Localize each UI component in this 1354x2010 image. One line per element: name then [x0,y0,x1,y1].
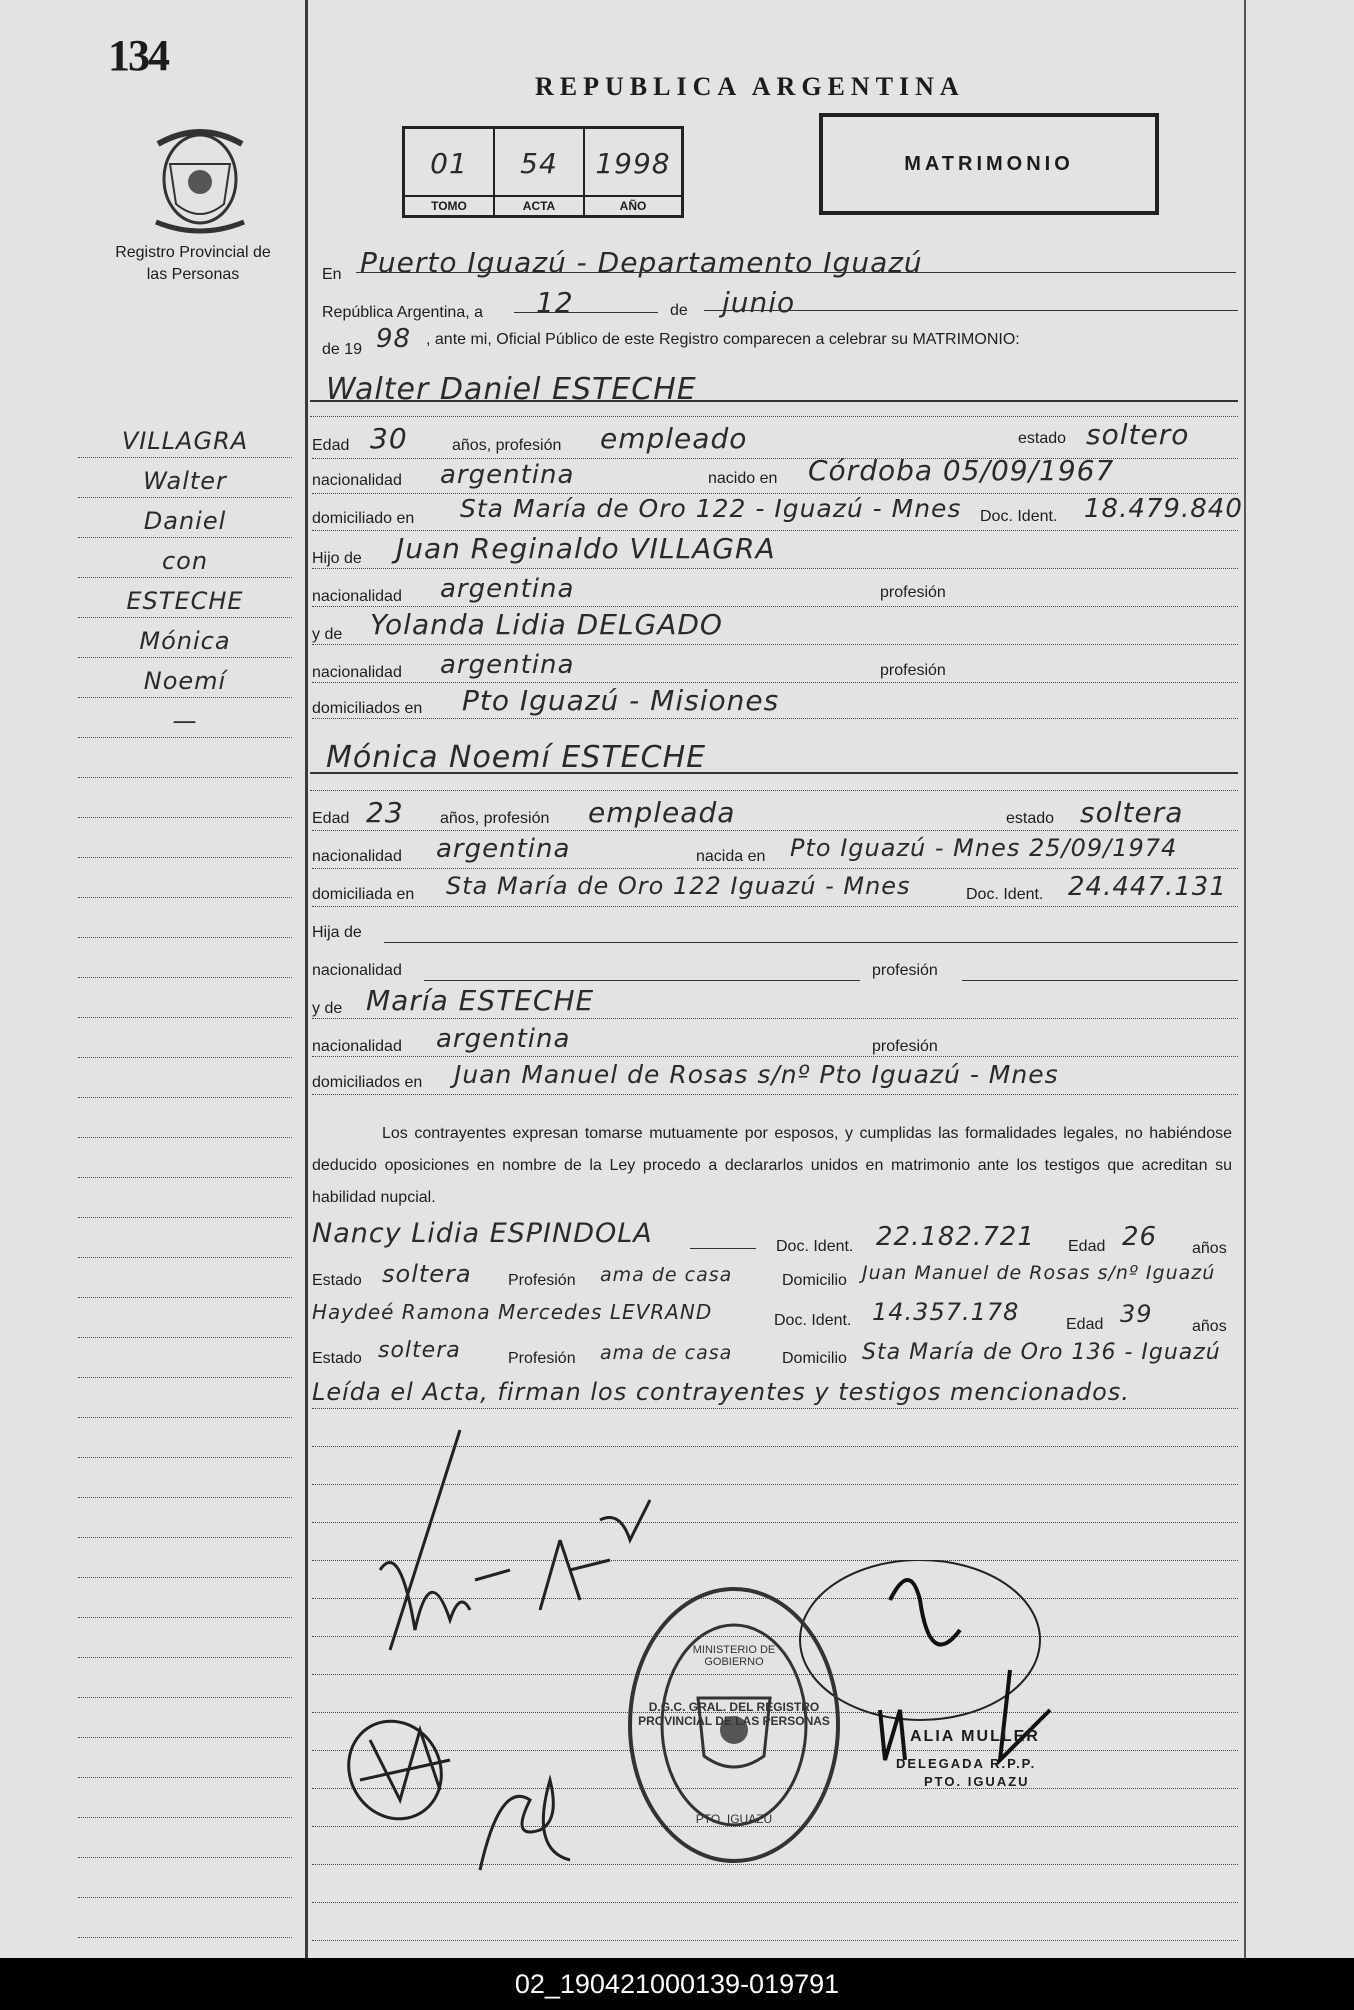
month-value: junio [722,286,796,319]
groom-doc: 18.479.840 [1084,494,1243,524]
registry-name: Registro Provincial de las Personas [115,244,271,283]
left-margin-column [0,0,308,1958]
registry-seal-icon [150,124,250,234]
bride-address: Sta María de Oro 122 Iguazú - Mnes [446,872,911,900]
bride-mother-nationality: argentina [436,1024,571,1054]
bride-hija-label: Hija de [312,924,362,941]
year-suffix: 98 [376,324,412,354]
page-edge [1244,0,1246,1958]
witness2-doc-label: Doc. Ident. [774,1312,852,1329]
witness1-anos-label: años [1192,1240,1227,1257]
margin-note-line: Daniel [143,507,227,535]
page-number: 134 [108,31,168,80]
groom-father-prof-label: profesión [880,584,946,601]
scan-identifier: 02_190421000139-019791 [0,1958,1354,2010]
groom-father-nationality: argentina [440,574,575,604]
year-prefix: de 19 [322,341,363,358]
act-type-box: MATRIMONIO [819,113,1159,215]
bride-parents-address: Juan Manuel de Rosas s/nº Pto Iguazú - Mnes [454,1060,1059,1089]
groom-mother-nac-label: nacionalidad [312,664,402,681]
groom-father-nac-label: nacionalidad [312,588,402,605]
groom-mother: Yolanda Lidia DELGADO [370,608,723,641]
witness2-doc: 14.357.178 [872,1298,1020,1326]
ano-label: AÑO [585,195,681,213]
signature-witness1 [340,1700,470,1830]
groom-nacionalidad-label: nacionalidad [312,472,402,489]
bride-edad-label: Edad [312,810,350,827]
groom-edad-label: Edad [312,437,350,454]
bride-doc-label: Doc. Ident. [966,886,1044,903]
groom-nacido-label: nacido en [708,470,778,487]
appearance-statement: , ante mi, Oficial Público de este Registro comparecen a celebrar su MATRIMONIO: [426,331,1020,348]
witness2-status: soltera [378,1338,461,1363]
groom-profesion-label: años, profesión [452,437,562,454]
stamp-city-text: PTO. IGUAZU [695,1812,773,1826]
de-label: de [670,302,688,319]
groom-mother-nationality: argentina [440,650,575,680]
bride-nacida-label: nacida en [696,848,766,865]
closing-text: Leída el Acta, firman los contrayentes y testigos mencionados. [312,1378,1130,1406]
margin-note-line: con [161,547,209,575]
groom-domicilio-label: domiciliado en [312,510,415,527]
acta-value: 54 [520,147,558,180]
margin-note-line: Noemí [143,667,227,695]
bride-nacionalidad-label: nacionalidad [312,848,402,865]
bride-mother: María ESTECHE [366,984,595,1017]
place-value: Puerto Iguazú - Departamento Iguazú [360,246,923,279]
witness1-status: soltera [382,1260,472,1288]
witness1-doc: 22.182.721 [876,1222,1035,1252]
groom-name: Walter Daniel ESTECHE [326,372,697,407]
bride-birth: Pto Iguazú - Mnes 25/09/1974 [790,834,1178,862]
country-heading: REPUBLICA ARGENTINA [535,72,965,101]
witness1-name: Nancy Lidia ESPINDOLA [312,1218,653,1249]
margin-note-line: ESTECHE [126,587,244,615]
groom-address: Sta María de Oro 122 - Iguazú - Mnes [460,494,962,523]
bride-father-prof-label: profesión [872,962,938,979]
stamp-inner-text: MINISTERIO DE GOBIERNO [692,1644,776,1668]
bride-nationality: argentina [436,834,571,864]
margin-note-line: Mónica [139,627,231,655]
officer-role: DELEGADA R.P.P. [896,1756,1037,1771]
groom-doc-label: Doc. Ident. [980,508,1058,525]
officer-place: PTO. IGUAZU [924,1774,1030,1789]
witness1-domicilio-label: Domicilio [782,1272,847,1289]
groom-father: Juan Reginaldo VILLAGRA [396,532,776,565]
witness1-prof-label: Profesión [508,1272,576,1289]
acta-label: ACTA [495,195,583,213]
witness2-name: Haydeé Ramona Mercedes LEVRAND [312,1300,713,1324]
officer-name: ALIA MULLER [910,1728,1040,1745]
bride-parents-dom-label: domiciliados en [312,1074,423,1091]
bride-yde-label: y de [312,1000,343,1017]
witness2-estado-label: Estado [312,1350,362,1367]
margin-note-line: Walter [143,467,227,495]
groom-age: 30 [370,422,408,455]
official-stamp [622,1580,846,1870]
groom-mother-prof-label: profesión [880,662,946,679]
en-label: En [322,266,342,283]
groom-status: soltero [1086,418,1190,451]
witness1-age: 26 [1122,1222,1158,1252]
signature-witness2 [470,1760,580,1880]
registration-box [402,126,684,218]
bride-doc: 24.447.131 [1068,872,1227,902]
groom-hijo-label: Hijo de [312,550,362,567]
bride-estado-label: estado [1006,810,1055,827]
witness2-domicilio-label: Domicilio [782,1350,847,1367]
witness1-estado-label: Estado [312,1272,362,1289]
bride-mother-nac-label: nacionalidad [312,1038,402,1055]
groom-nationality: argentina [440,460,575,490]
groom-birth: Córdoba 05/09/1967 [808,454,1115,487]
witness2-address: Sta María de Oro 136 - Iguazú [862,1340,1221,1365]
bride-domicilio-label: domiciliada en [312,886,415,903]
witness2-profession: ama de casa [600,1342,733,1364]
bride-profesion-label: años, profesión [440,810,550,827]
margin-note-line: VILLAGRA [121,427,249,455]
tomo-label: TOMO [405,195,493,213]
signature-groom [360,1420,530,1660]
bride-mother-prof-label: profesión [872,1038,938,1055]
bride-father-nac-label: nacionalidad [312,962,402,979]
tomo-value: 01 [430,147,468,180]
witness1-address: Juan Manuel de Rosas s/nº Iguazú [862,1262,1216,1284]
witness2-anos-label: años [1192,1318,1227,1335]
witness2-prof-label: Profesión [508,1350,576,1367]
bride-name: Mónica Noemí ESTECHE [326,740,707,775]
groom-estado-label: estado [1018,430,1067,447]
bride-age: 23 [366,796,404,829]
witness2-age: 39 [1120,1300,1153,1328]
groom-profession: empleado [600,422,748,455]
declaration-text: Los contrayentes expresan tomarse mutuamente por esposos, y cumplidas las formalidades legales, no habiéndose deducido oposiciones en nombre de la Ley procedo a declararlos unidos en matrimonio ante los testigos que acreditan su habilidad nupcial. [312,1125,1232,1206]
day-value: 12 [536,286,574,319]
country-date-label: República Argentina, a [322,304,483,321]
witness1-profession: ama de casa [600,1264,733,1286]
margin-note-line: — [172,707,198,735]
groom-parents-dom-label: domiciliados en [312,700,423,717]
bride-profession: empleada [588,796,736,829]
ano-value: 1998 [595,147,671,180]
bride-status: soltera [1080,796,1184,829]
witness1-edad-label: Edad [1068,1238,1106,1255]
groom-parents-address: Pto Iguazú - Misiones [462,684,780,717]
stamp-outer-text: D.G.C. GRAL. DEL REGISTRO PROVINCIAL DE LAS PERSONAS [638,1700,830,1728]
witness1-doc-label: Doc. Ident. [776,1238,854,1255]
witness2-edad-label: Edad [1066,1316,1104,1333]
groom-yde-label: y de [312,626,343,643]
